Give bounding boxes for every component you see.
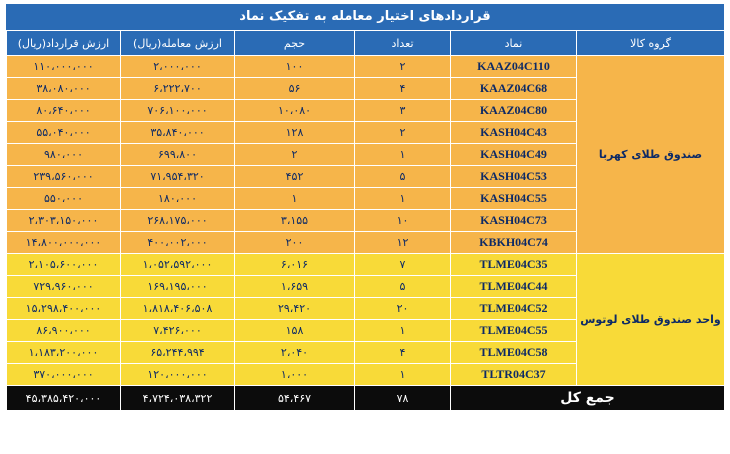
group-cell-lotus: واحد صندوق طلای لوتوس [577,254,725,386]
options-contracts-table-panel [6,4,724,450]
cell-count: ۴ [355,78,451,100]
cell-contract-value: ۵۵۰،۰۰۰ [7,188,121,210]
cell-symbol: KBKH04C74 [451,232,577,254]
cell-symbol: KASH04C43 [451,122,577,144]
cell-volume: ۱۵۸ [235,320,355,342]
cell-count: ۲ [355,56,451,78]
cell-symbol: TLME04C44 [451,276,577,298]
cell-volume: ۳،۱۵۵ [235,210,355,232]
group-cell-kahroba: صندوق طلای کهربا [577,56,725,254]
cell-contract-value: ۱۵،۲۹۸،۴۰۰،۰۰۰ [7,298,121,320]
header-symbol: نماد [451,31,577,56]
header-row [7,31,725,56]
cell-volume: ۲۹،۴۲۰ [235,298,355,320]
header-trade-value: ارزش معامله(ریال) [121,31,235,56]
cell-contract-value: ۳۷۰،۰۰۰،۰۰۰ [7,364,121,386]
cell-count: ۲۰ [355,298,451,320]
cell-contract-value: ۲۳۹،۵۶۰،۰۰۰ [7,166,121,188]
cell-contract-value: ۵۵،۰۴۰،۰۰۰ [7,122,121,144]
cell-contract-value: ۹۸۰،۰۰۰ [7,144,121,166]
cell-volume: ۶،۰۱۶ [235,254,355,276]
table-row [7,56,725,78]
cell-symbol: KASH04C55 [451,188,577,210]
cell-volume: ۴۵۲ [235,166,355,188]
cell-trade-value: ۱۶۹،۱۹۵،۰۰۰ [121,276,235,298]
cell-count: ۱ [355,144,451,166]
total-row [7,386,725,411]
total-contract-value: ۴۵،۳۸۵،۴۲۰،۰۰۰ [7,386,121,411]
cell-trade-value: ۲۶۸،۱۷۵،۰۰۰ [121,210,235,232]
cell-contract-value: ۷۲۹،۹۶۰،۰۰۰ [7,276,121,298]
contracts-table [6,30,725,411]
cell-symbol: KASH04C53 [451,166,577,188]
cell-volume: ۱ [235,188,355,210]
cell-contract-value: ۸۰،۶۴۰،۰۰۰ [7,100,121,122]
header-group: گروه کالا [577,31,725,56]
table-row [7,254,725,276]
cell-count: ۱ [355,320,451,342]
cell-symbol: KAAZ04C68 [451,78,577,100]
cell-contract-value: ۲،۳۰۳،۱۵۰،۰۰۰ [7,210,121,232]
cell-contract-value: ۱۴،۸۰۰،۰۰۰،۰۰۰ [7,232,121,254]
cell-volume: ۱۰۰ [235,56,355,78]
cell-volume: ۲ [235,144,355,166]
cell-contract-value: ۱،۱۸۳،۲۰۰،۰۰۰ [7,342,121,364]
table-title: قراردادهای اختیار معامله به تفکیک نماد [6,4,724,30]
header-volume: حجم [235,31,355,56]
cell-count: ۵ [355,276,451,298]
header-count: تعداد [355,31,451,56]
cell-trade-value: ۶۵،۲۴۴،۹۹۴ [121,342,235,364]
cell-count: ۳ [355,100,451,122]
cell-trade-value: ۶۹۹،۸۰۰ [121,144,235,166]
cell-contract-value: ۸۶،۹۰۰،۰۰۰ [7,320,121,342]
total-volume: ۵۴،۴۶۷ [235,386,355,411]
header-contract-value: ارزش قرارداد(ریال) [7,31,121,56]
cell-count: ۵ [355,166,451,188]
cell-volume: ۲،۰۴۰ [235,342,355,364]
cell-volume: ۱۰،۰۸۰ [235,100,355,122]
cell-trade-value: ۶،۲۲۲،۷۰۰ [121,78,235,100]
cell-contract-value: ۱۱۰،۰۰۰،۰۰۰ [7,56,121,78]
cell-trade-value: ۱،۰۵۲،۵۹۲،۰۰۰ [121,254,235,276]
cell-trade-value: ۴۰۰،۰۰۲،۰۰۰ [121,232,235,254]
cell-symbol: KASH04C73 [451,210,577,232]
cell-contract-value: ۳۸،۰۸۰،۰۰۰ [7,78,121,100]
cell-count: ۲ [355,122,451,144]
cell-count: ۱۰ [355,210,451,232]
cell-trade-value: ۱،۸۱۸،۴۰۶،۵۰۸ [121,298,235,320]
cell-volume: ۱،۰۰۰ [235,364,355,386]
cell-symbol: KAAZ04C80 [451,100,577,122]
cell-symbol: TLME04C58 [451,342,577,364]
cell-trade-value: ۱۲۰،۰۰۰،۰۰۰ [121,364,235,386]
cell-volume: ۵۶ [235,78,355,100]
cell-symbol: KAAZ04C110 [451,56,577,78]
cell-count: ۱۲ [355,232,451,254]
cell-contract-value: ۲،۱۰۵،۶۰۰،۰۰۰ [7,254,121,276]
cell-trade-value: ۷،۴۲۶،۰۰۰ [121,320,235,342]
cell-volume: ۱،۶۵۹ [235,276,355,298]
cell-volume: ۱۲۸ [235,122,355,144]
cell-trade-value: ۱۸۰،۰۰۰ [121,188,235,210]
cell-trade-value: ۳۵،۸۴۰،۰۰۰ [121,122,235,144]
total-trade-value: ۴،۷۲۴،۰۳۸،۳۲۲ [121,386,235,411]
cell-trade-value: ۷۱،۹۵۴،۳۲۰ [121,166,235,188]
cell-count: ۴ [355,342,451,364]
cell-volume: ۲۰۰ [235,232,355,254]
cell-symbol: KASH04C49 [451,144,577,166]
cell-symbol: TLME04C35 [451,254,577,276]
cell-count: ۱ [355,188,451,210]
cell-trade-value: ۲،۰۰۰،۰۰۰ [121,56,235,78]
cell-symbol: TLME04C52 [451,298,577,320]
cell-symbol: TLTR04C37 [451,364,577,386]
cell-count: ۷ [355,254,451,276]
cell-count: ۱ [355,364,451,386]
total-label: جمع کل [451,386,725,411]
cell-trade-value: ۷۰۶،۱۰۰،۰۰۰ [121,100,235,122]
cell-symbol: TLME04C55 [451,320,577,342]
total-count: ۷۸ [355,386,451,411]
